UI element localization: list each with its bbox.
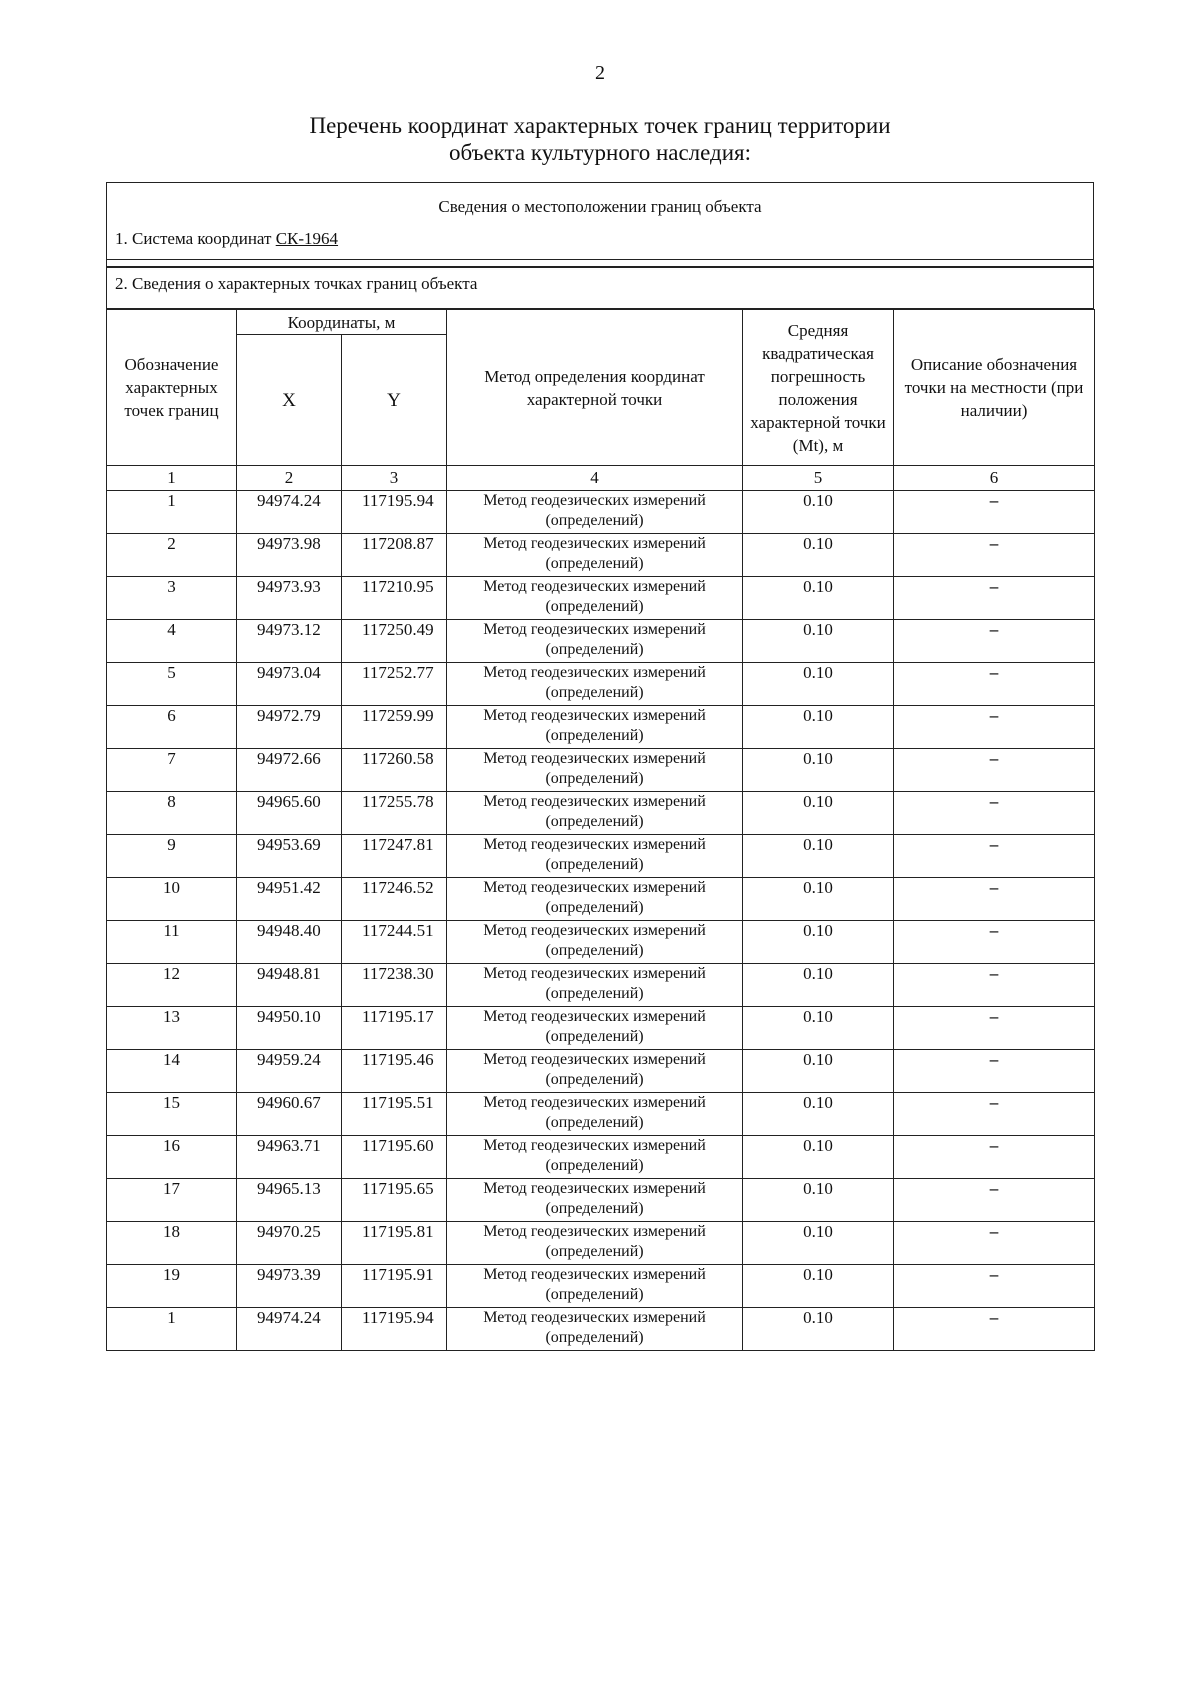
x-cell: 94973.12 xyxy=(237,620,342,663)
method-cell: Метод геодезических измерений (определений) xyxy=(447,1050,743,1093)
y-cell: 117255.78 xyxy=(342,792,447,835)
description-cell: – xyxy=(894,706,1095,749)
error-cell: 0.10 xyxy=(743,1007,894,1050)
y-cell: 117195.51 xyxy=(342,1093,447,1136)
header-method: Метод определения координат характерной точки xyxy=(447,310,743,466)
point-cell: 18 xyxy=(107,1222,237,1265)
y-cell: 117195.94 xyxy=(342,491,447,534)
point-cell: 4 xyxy=(107,620,237,663)
error-cell: 0.10 xyxy=(743,921,894,964)
x-cell: 94972.79 xyxy=(237,706,342,749)
method-cell: Метод геодезических измерений (определений) xyxy=(447,1179,743,1222)
error-cell: 0.10 xyxy=(743,1136,894,1179)
method-cell: Метод геодезических измерений (определений) xyxy=(447,878,743,921)
error-cell: 0.10 xyxy=(743,749,894,792)
point-cell: 6 xyxy=(107,706,237,749)
coordinates-table xyxy=(106,309,1095,1351)
table-row xyxy=(107,921,1095,964)
divider xyxy=(106,259,1094,260)
description-cell: – xyxy=(894,1265,1095,1308)
x-cell: 94965.13 xyxy=(237,1179,342,1222)
points-info-box xyxy=(106,267,1094,309)
header-y: Y xyxy=(342,335,447,466)
x-cell: 94948.40 xyxy=(237,921,342,964)
column-number-row xyxy=(107,466,1095,491)
table-row xyxy=(107,1222,1095,1265)
method-cell: Метод геодезических измерений (определений) xyxy=(447,749,743,792)
error-cell: 0.10 xyxy=(743,878,894,921)
table-header xyxy=(107,310,1095,466)
error-cell: 0.10 xyxy=(743,835,894,878)
method-cell: Метод геодезических измерений (определений) xyxy=(447,1265,743,1308)
error-cell: 0.10 xyxy=(743,620,894,663)
point-cell: 17 xyxy=(107,1179,237,1222)
point-cell: 3 xyxy=(107,577,237,620)
point-cell: 13 xyxy=(107,1007,237,1050)
table-row xyxy=(107,792,1095,835)
error-cell: 0.10 xyxy=(743,1222,894,1265)
page-number: 2 xyxy=(595,62,605,84)
method-cell: Метод геодезических измерений (определений) xyxy=(447,706,743,749)
point-cell: 10 xyxy=(107,878,237,921)
x-cell: 94974.24 xyxy=(237,491,342,534)
error-cell: 0.10 xyxy=(743,491,894,534)
error-cell: 0.10 xyxy=(743,964,894,1007)
description-cell: – xyxy=(894,620,1095,663)
description-cell: – xyxy=(894,534,1095,577)
method-cell: Метод геодезических измерений (определений) xyxy=(447,1308,743,1351)
table-row xyxy=(107,1007,1095,1050)
description-cell: – xyxy=(894,1222,1095,1265)
method-cell: Метод геодезических измерений (определений) xyxy=(447,534,743,577)
header-error: Средняя квадратическая погрешность положения характерной точки (Mt), м xyxy=(743,310,894,466)
error-cell: 0.10 xyxy=(743,1093,894,1136)
table-row xyxy=(107,1136,1095,1179)
y-cell: 117195.46 xyxy=(342,1050,447,1093)
x-cell: 94965.60 xyxy=(237,792,342,835)
error-cell: 0.10 xyxy=(743,1179,894,1222)
y-cell: 117247.81 xyxy=(342,835,447,878)
x-cell: 94960.67 xyxy=(237,1093,342,1136)
column-number: 1 xyxy=(107,466,237,491)
coordinate-system-label: 1. Система координат xyxy=(115,229,272,248)
description-cell: – xyxy=(894,792,1095,835)
x-cell: 94950.10 xyxy=(237,1007,342,1050)
error-cell: 0.10 xyxy=(743,534,894,577)
error-cell: 0.10 xyxy=(743,577,894,620)
point-cell: 15 xyxy=(107,1093,237,1136)
column-number: 2 xyxy=(237,466,342,491)
x-cell: 94973.93 xyxy=(237,577,342,620)
point-cell: 16 xyxy=(107,1136,237,1179)
x-cell: 94951.42 xyxy=(237,878,342,921)
column-number: 4 xyxy=(447,466,743,491)
y-cell: 117195.81 xyxy=(342,1222,447,1265)
description-cell: – xyxy=(894,921,1095,964)
description-cell: – xyxy=(894,491,1095,534)
method-cell: Метод геодезических измерений (определений) xyxy=(447,663,743,706)
description-cell: – xyxy=(894,878,1095,921)
table-body xyxy=(107,491,1095,1351)
point-cell: 1 xyxy=(107,1308,237,1351)
header-x: X xyxy=(237,335,342,466)
y-cell: 117238.30 xyxy=(342,964,447,1007)
point-cell: 1 xyxy=(107,491,237,534)
point-cell: 12 xyxy=(107,964,237,1007)
x-cell: 94973.98 xyxy=(237,534,342,577)
header-description: Описание обозначения точки на местности (при наличии) xyxy=(894,310,1095,466)
description-cell: – xyxy=(894,964,1095,1007)
points-info-label: 2. Сведения о характерных точках границ объекта xyxy=(115,274,478,293)
y-cell: 117244.51 xyxy=(342,921,447,964)
description-cell: – xyxy=(894,663,1095,706)
y-cell: 117208.87 xyxy=(342,534,447,577)
table-row xyxy=(107,1265,1095,1308)
table-row xyxy=(107,491,1095,534)
title-line-2: объекта культурного наследия: xyxy=(448,140,752,165)
y-cell: 117246.52 xyxy=(342,878,447,921)
description-cell: – xyxy=(894,1093,1095,1136)
table-row xyxy=(107,577,1095,620)
table-row xyxy=(107,706,1095,749)
point-cell: 9 xyxy=(107,835,237,878)
coordinate-system-value: СК-1964 xyxy=(275,229,339,248)
point-cell: 11 xyxy=(107,921,237,964)
table-row xyxy=(107,663,1095,706)
error-cell: 0.10 xyxy=(743,1265,894,1308)
description-cell: – xyxy=(894,1308,1095,1351)
method-cell: Метод геодезических измерений (определений) xyxy=(447,1093,743,1136)
method-cell: Метод геодезических измерений (определений) xyxy=(447,835,743,878)
error-cell: 0.10 xyxy=(743,706,894,749)
table-row xyxy=(107,964,1095,1007)
x-cell: 94963.71 xyxy=(237,1136,342,1179)
header-designation: Обозначение характерных точек границ xyxy=(107,310,237,466)
y-cell: 117260.58 xyxy=(342,749,447,792)
description-cell: – xyxy=(894,1007,1095,1050)
method-cell: Метод геодезических измерений (определений) xyxy=(447,1222,743,1265)
table-row xyxy=(107,534,1095,577)
method-cell: Метод геодезических измерений (определений) xyxy=(447,491,743,534)
table-row xyxy=(107,1050,1095,1093)
point-cell: 2 xyxy=(107,534,237,577)
description-cell: – xyxy=(894,749,1095,792)
description-cell: – xyxy=(894,1136,1095,1179)
y-cell: 117195.17 xyxy=(342,1007,447,1050)
boundary-info-caption: Сведения о местоположении границ объекта xyxy=(438,197,762,216)
y-cell: 117195.65 xyxy=(342,1179,447,1222)
description-cell: – xyxy=(894,1050,1095,1093)
y-cell: 117252.77 xyxy=(342,663,447,706)
x-cell: 94953.69 xyxy=(237,835,342,878)
point-cell: 8 xyxy=(107,792,237,835)
description-cell: – xyxy=(894,577,1095,620)
error-cell: 0.10 xyxy=(743,1050,894,1093)
document-title xyxy=(0,112,1200,166)
error-cell: 0.10 xyxy=(743,663,894,706)
point-cell: 19 xyxy=(107,1265,237,1308)
description-cell: – xyxy=(894,835,1095,878)
column-number: 6 xyxy=(894,466,1095,491)
table-row xyxy=(107,1179,1095,1222)
error-cell: 0.10 xyxy=(743,792,894,835)
x-cell: 94973.39 xyxy=(237,1265,342,1308)
y-cell: 117195.94 xyxy=(342,1308,447,1351)
x-cell: 94948.81 xyxy=(237,964,342,1007)
table-row xyxy=(107,749,1095,792)
description-cell: – xyxy=(894,1179,1095,1222)
x-cell: 94959.24 xyxy=(237,1050,342,1093)
table-row xyxy=(107,620,1095,663)
x-cell: 94972.66 xyxy=(237,749,342,792)
method-cell: Метод геодезических измерений (определений) xyxy=(447,921,743,964)
method-cell: Метод геодезических измерений (определений) xyxy=(447,964,743,1007)
column-number: 3 xyxy=(342,466,447,491)
y-cell: 117259.99 xyxy=(342,706,447,749)
point-cell: 7 xyxy=(107,749,237,792)
point-cell: 14 xyxy=(107,1050,237,1093)
column-numbers xyxy=(107,466,1095,491)
boundary-info-box xyxy=(106,182,1094,267)
y-cell: 117195.60 xyxy=(342,1136,447,1179)
method-cell: Метод геодезических измерений (определений) xyxy=(447,1007,743,1050)
x-cell: 94970.25 xyxy=(237,1222,342,1265)
column-number: 5 xyxy=(743,466,894,491)
y-cell: 117210.95 xyxy=(342,577,447,620)
y-cell: 117195.91 xyxy=(342,1265,447,1308)
x-cell: 94973.04 xyxy=(237,663,342,706)
method-cell: Метод геодезических измерений (определений) xyxy=(447,1136,743,1179)
point-cell: 5 xyxy=(107,663,237,706)
x-cell: 94974.24 xyxy=(237,1308,342,1351)
method-cell: Метод геодезических измерений (определений) xyxy=(447,792,743,835)
error-cell: 0.10 xyxy=(743,1308,894,1351)
header-coordinates: Координаты, м xyxy=(237,310,447,335)
table-row xyxy=(107,1093,1095,1136)
table-row xyxy=(107,878,1095,921)
table-row xyxy=(107,1308,1095,1351)
method-cell: Метод геодезических измерений (определений) xyxy=(447,620,743,663)
title-line-1: Перечень координат характерных точек границ территории xyxy=(309,113,891,138)
coordinate-system xyxy=(115,229,338,249)
y-cell: 117250.49 xyxy=(342,620,447,663)
table-row xyxy=(107,835,1095,878)
method-cell: Метод геодезических измерений (определений) xyxy=(447,577,743,620)
